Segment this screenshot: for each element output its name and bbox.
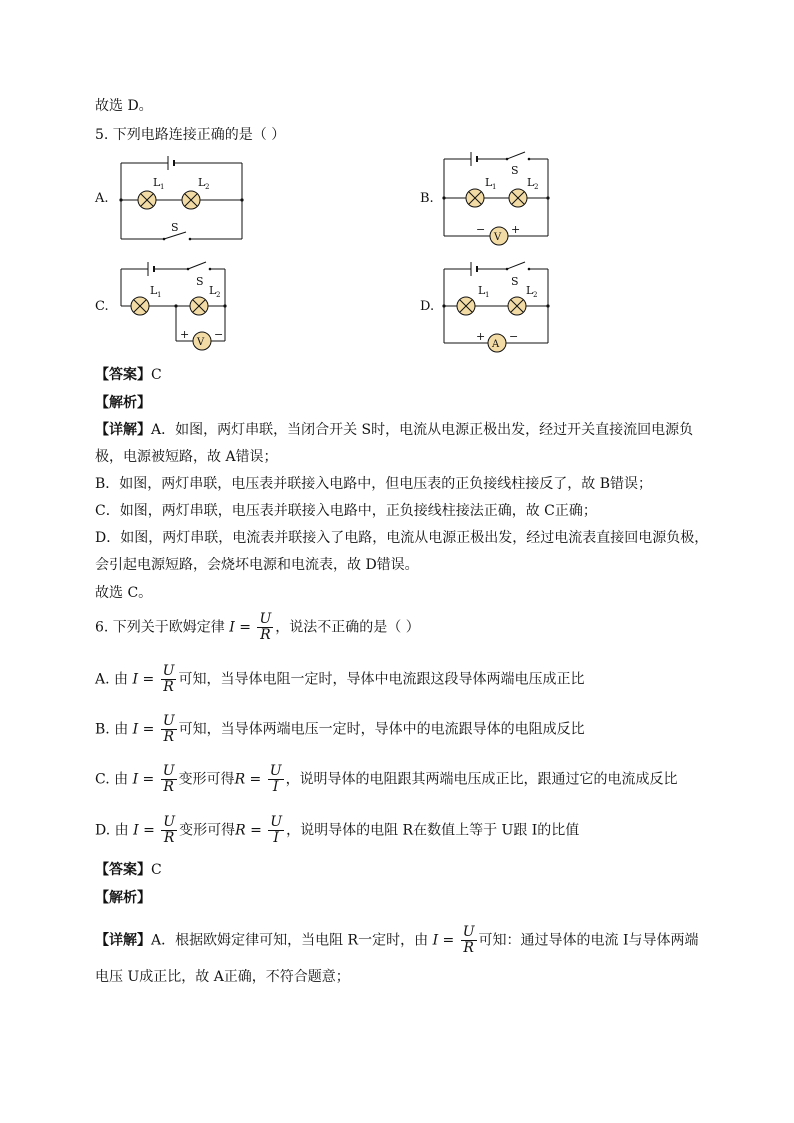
q5-detail-a-2: 极，电源被短路，故 A错误； bbox=[95, 449, 278, 465]
label-l2-sub: 2 bbox=[216, 291, 221, 299]
q5-detail-d-1: D．如图，两灯串联，电流表并联接入了电路，电流从电源正极出发，经过电流表直接回电源负极， bbox=[95, 530, 709, 546]
numerator: U bbox=[270, 814, 283, 830]
label-switch: S bbox=[511, 164, 519, 177]
formula-eq: = bbox=[234, 619, 256, 636]
formula-eq: = bbox=[245, 771, 266, 788]
circuit-diagram-c bbox=[110, 258, 235, 358]
answer-tag: 【答案】 bbox=[95, 862, 151, 878]
numerator: U bbox=[162, 763, 175, 779]
option-text: 可知，当导体两端电压一定时，导体中的电流跟导体的电阻成反比 bbox=[178, 721, 585, 738]
answer-value: C bbox=[151, 862, 162, 878]
formula-i: I bbox=[132, 771, 139, 788]
label-l1: L bbox=[150, 284, 158, 297]
voltmeter-plus: + bbox=[180, 328, 190, 341]
numerator: U bbox=[462, 924, 475, 940]
formula-i: I bbox=[432, 932, 439, 949]
label-l2: L bbox=[209, 284, 217, 297]
stem-text: 6. 下列关于欧姆定律 bbox=[95, 619, 225, 636]
label-l1: L bbox=[153, 176, 161, 189]
formula-eq: = bbox=[138, 771, 159, 788]
fraction-u-over-r bbox=[161, 764, 177, 795]
formula-r: R bbox=[234, 771, 246, 788]
voltmeter-plus: + bbox=[511, 223, 521, 236]
denominator: R bbox=[163, 779, 174, 795]
formula-eq: = bbox=[138, 822, 160, 839]
label-switch: S bbox=[171, 221, 179, 234]
q5-option-a-label: A. bbox=[95, 191, 109, 206]
voltmeter-symbol: V bbox=[494, 232, 502, 243]
q6-detail-1 bbox=[95, 925, 699, 956]
q5-detail-c: C．如图，两灯串联，电压表并联接入电路中，正负接线柱接法正确，故 C正确； bbox=[95, 503, 597, 519]
q5-option-b-label: B. bbox=[420, 191, 434, 206]
fraction-u-over-r bbox=[257, 612, 273, 643]
q5-stem: 5. 下列电路连接正确的是（ ） bbox=[95, 127, 286, 143]
q5-option-d-label: D. bbox=[420, 299, 435, 314]
label-l1-sub: 1 bbox=[160, 183, 165, 191]
voltmeter-minus: − bbox=[214, 328, 224, 341]
denominator: R bbox=[163, 679, 174, 695]
ammeter-minus: − bbox=[509, 330, 519, 343]
label-l2-sub: 2 bbox=[533, 291, 538, 299]
q6-option-c bbox=[95, 764, 678, 795]
option-prefix: B. 由 bbox=[95, 721, 129, 738]
formula-eq: = bbox=[138, 721, 159, 738]
q5-detail-b: B．如图，两灯串联，电压表并联接入电路中，但电压表的正负接线柱接反了，故 B错误； bbox=[95, 476, 653, 492]
fraction-u-over-r bbox=[161, 664, 177, 695]
q6-stem bbox=[95, 612, 420, 643]
q5-option-c-label: C. bbox=[95, 299, 109, 314]
ammeter-plus: + bbox=[476, 330, 486, 343]
option-mid: 变形可得 bbox=[178, 771, 235, 788]
answer-tag: 【答案】 bbox=[95, 367, 151, 383]
detail-tag: 【详解】 bbox=[95, 422, 151, 438]
formula-eq: = bbox=[245, 822, 267, 839]
circuit-diagram-b bbox=[433, 148, 558, 248]
circuit-diagram-a bbox=[110, 152, 260, 244]
numerator: U bbox=[163, 814, 176, 830]
q5-answer bbox=[95, 365, 162, 385]
q6-option-d bbox=[95, 815, 579, 846]
label-l2-sub: 2 bbox=[534, 183, 539, 191]
stem-text-end: ，说法不正确的是（ ） bbox=[275, 619, 420, 636]
q6-option-a bbox=[95, 664, 584, 695]
formula-i: I bbox=[133, 822, 139, 839]
q5-detail-a-1 bbox=[95, 420, 693, 440]
numerator: U bbox=[259, 611, 272, 627]
formula-i: I bbox=[132, 671, 138, 688]
q6-detail-2: 电压 U成正比，故 A正确，不符合题意； bbox=[95, 969, 350, 985]
denominator: R bbox=[463, 940, 474, 956]
q6-answer bbox=[95, 860, 162, 880]
numerator: U bbox=[162, 713, 175, 729]
denominator: R bbox=[260, 627, 271, 643]
answer-value: C bbox=[151, 367, 162, 383]
option-text: ，说明导体的电阻 R在数值上等于 U跟 I的比值 bbox=[286, 822, 580, 839]
formula-eq: = bbox=[438, 932, 459, 949]
fraction-u-over-i bbox=[268, 764, 284, 795]
label-l2: L bbox=[198, 176, 206, 189]
q4-conclusion: 故选 D。 bbox=[95, 98, 153, 114]
denominator: R bbox=[163, 830, 175, 846]
voltmeter-symbol: V bbox=[197, 337, 205, 348]
q5-detail-d-2: 会引起电源短路，会烧坏电源和电流表，故 D错误。 bbox=[95, 557, 419, 573]
denominator: I bbox=[272, 779, 279, 795]
q5-analysis-tag: 【解析】 bbox=[95, 395, 151, 411]
formula-r: R bbox=[235, 822, 246, 839]
voltmeter-minus: − bbox=[476, 223, 486, 236]
ammeter-symbol: A bbox=[492, 339, 500, 350]
label-l1: L bbox=[478, 284, 486, 297]
numerator: U bbox=[269, 763, 282, 779]
q6-analysis-tag: 【解析】 bbox=[95, 890, 151, 906]
q5-conclusion: 故选 C。 bbox=[95, 585, 153, 601]
label-l2: L bbox=[526, 284, 534, 297]
formula-eq: = bbox=[138, 671, 159, 688]
q6-option-b bbox=[95, 714, 585, 745]
detail-text-end: 可知：通过导体的电流 I与导体两端 bbox=[478, 932, 699, 949]
fraction-u-over-r bbox=[161, 815, 177, 846]
label-l1-sub: 1 bbox=[485, 291, 490, 299]
label-l2: L bbox=[527, 176, 535, 189]
label-l1-sub: 1 bbox=[492, 183, 497, 191]
label-l2-sub: 2 bbox=[205, 183, 210, 191]
label-l1: L bbox=[485, 176, 493, 189]
fraction-u-over-r bbox=[461, 925, 477, 956]
circuit-diagram-d bbox=[433, 258, 558, 358]
option-prefix: A. 由 bbox=[95, 671, 129, 688]
label-l1-sub: 1 bbox=[157, 291, 162, 299]
label-switch: S bbox=[196, 275, 204, 288]
option-prefix: C. 由 bbox=[95, 771, 129, 788]
option-prefix: D. 由 bbox=[95, 822, 129, 839]
option-text: 可知，当导体电阻一定时，导体中电流跟这段导体两端电压成正比 bbox=[178, 671, 585, 688]
detail-tag: 【详解】 bbox=[95, 932, 151, 949]
option-mid: 变形可得 bbox=[179, 822, 236, 839]
option-text: ，说明导体的电阻跟其两端电压成正比，跟通过它的电流成反比 bbox=[285, 771, 678, 788]
formula-i: I bbox=[132, 721, 139, 738]
denominator: R bbox=[163, 729, 174, 745]
detail-text: A．如图，两灯串联，当闭合开关 S时，电流从电源正极出发，经过开关直接流回电源负 bbox=[151, 422, 694, 438]
formula-i: I bbox=[229, 619, 235, 636]
fraction-u-over-r bbox=[161, 714, 177, 745]
fraction-u-over-i bbox=[268, 815, 284, 846]
label-switch: S bbox=[511, 275, 519, 288]
detail-text: A．根据欧姆定律可知，当电阻 R一定时，由 bbox=[151, 932, 429, 949]
numerator: U bbox=[162, 663, 175, 679]
denominator: I bbox=[273, 830, 279, 846]
